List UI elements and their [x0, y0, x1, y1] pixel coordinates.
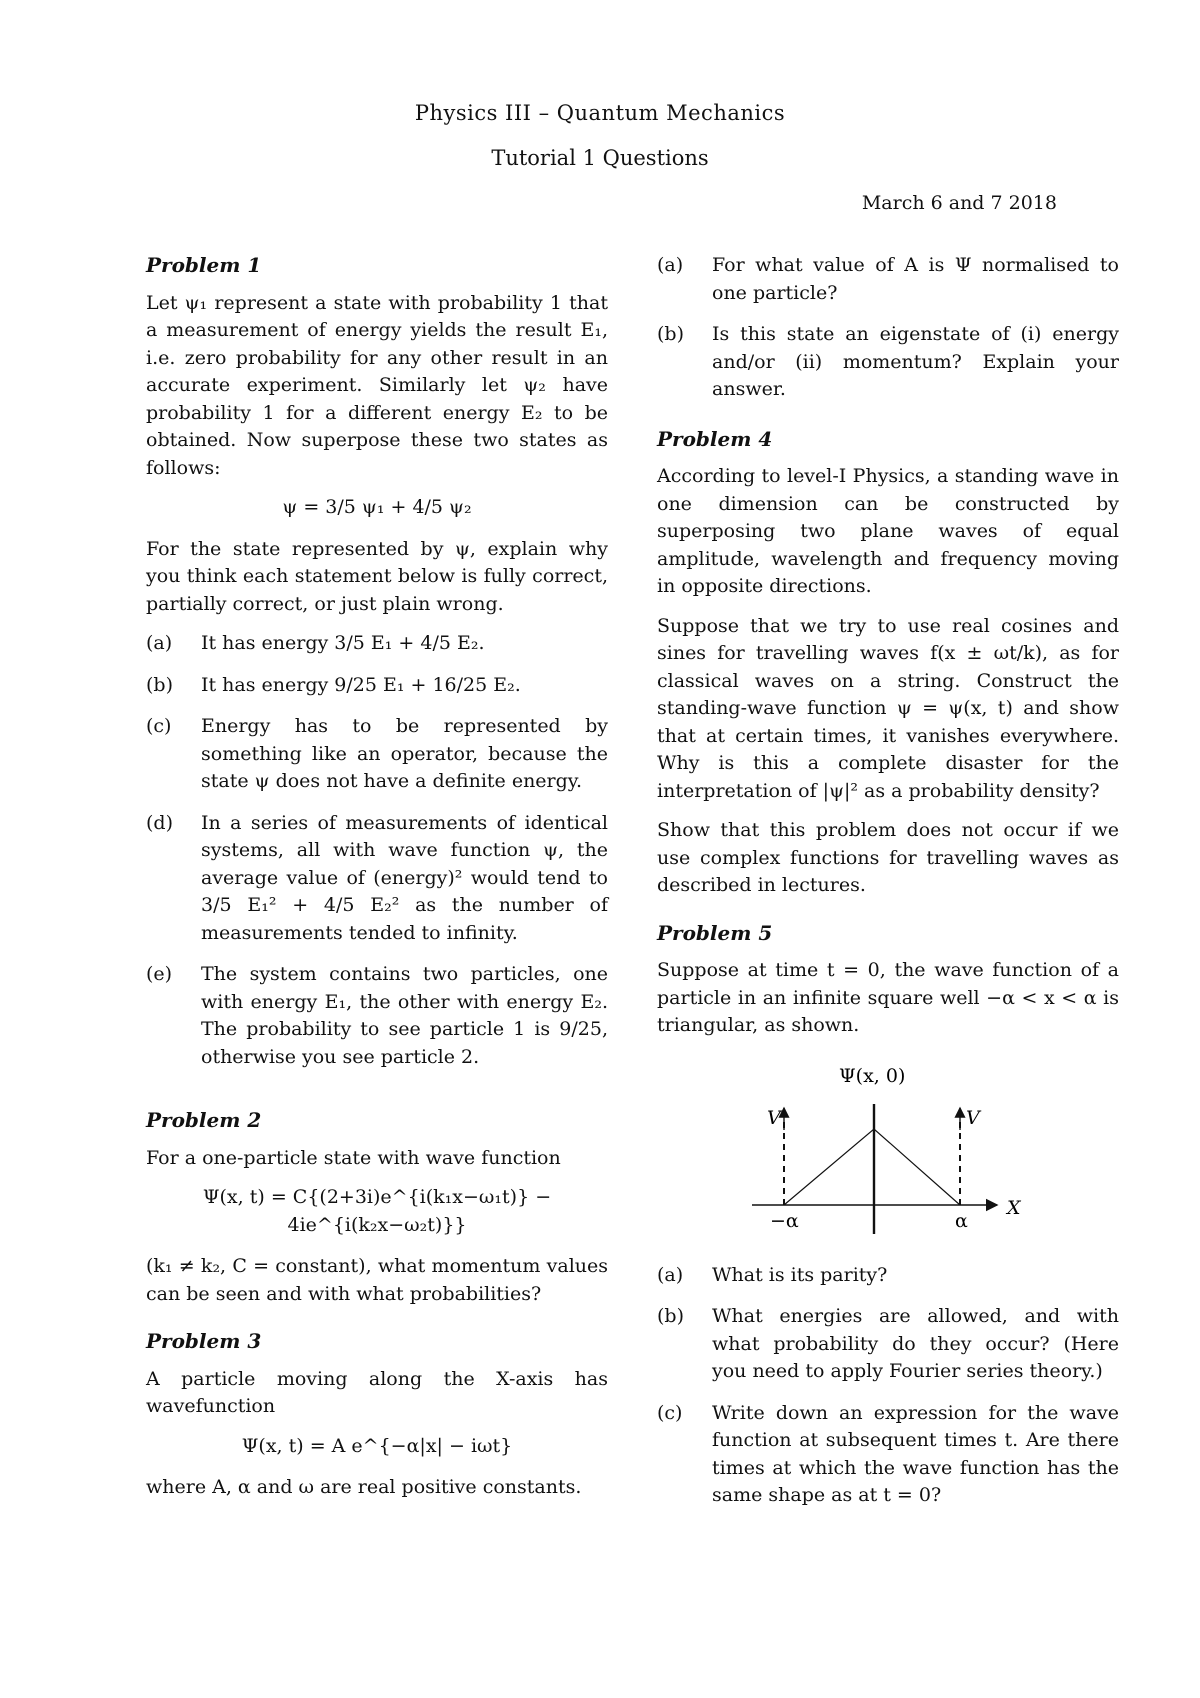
right-tick-label: α — [955, 1209, 968, 1232]
problem-4-paragraph-1: According to level-I Physics, a standing wave in one dimension can be constructed by superposing two plane waves of equal amplitude, wavelength and frequency moving in opposite directions. — [657, 465, 1119, 597]
problem-1-item-e — [146, 961, 608, 1071]
problem-1-item-c — [146, 713, 608, 796]
problem-1-item-d — [146, 810, 608, 948]
problem-2-heading: Problem 2 — [146, 1108, 262, 1132]
item-text: Energy has to be represented by something like an operator, because the state ψ does not have a definite energy. — [201, 715, 608, 792]
item-label: (e) — [146, 963, 173, 985]
problem-2-equation: Ψ(x, t) = C{(2+3i)e^{i(k₁x−ω₁t)} − 4ie^{i(k₂x−ω₂t)}} — [202, 1186, 552, 1236]
problem-3-after: where A, α and ω are real positive constants. — [146, 1476, 582, 1498]
item-label: (c) — [657, 1401, 683, 1424]
item-text: What energies are allowed, and with what probability do they occur? (Here you need to apply Fourier series theory.) — [712, 1305, 1119, 1382]
problem-3-heading: Problem 3 — [146, 1329, 262, 1353]
figure-ylabel: Ψ(x, 0) — [839, 1064, 906, 1087]
right-wall-label: V — [966, 1106, 980, 1129]
item-label: (a) — [657, 1263, 684, 1286]
document-title: Physics III – Quantum Mechanics — [414, 101, 786, 125]
item-text: Write down an expression for the wave function at subsequent times t. Are there times at which the wave function has the same shape as at t = 0? — [712, 1401, 1119, 1506]
item-text: It has energy 9/25 E₁ + 16/25 E₂. — [201, 673, 521, 696]
problem-3-equation: Ψ(x, t) = A e^{−α|x| − iωt} — [241, 1434, 513, 1457]
problem-3-item-a — [657, 252, 1119, 307]
item-text: For what value of A is Ψ normalised to one particle? — [712, 254, 1119, 304]
document-subtitle: Tutorial 1 Questions — [491, 146, 709, 170]
problem-1-equation: ψ = 3/5 ψ₁ + 4/5 ψ₂ — [282, 496, 472, 518]
problem-2-intro: For a one-particle state with wave function — [146, 1146, 561, 1169]
problem-1-item-a — [146, 630, 608, 658]
item-text: In a series of measurements of identical systems, all with wave function ψ, the average value of (energy)² would tend to 3/5 E₁² + 4/5 E₂² as the number of measurements tended to infinity. — [201, 811, 608, 944]
item-label: (c) — [146, 715, 172, 737]
problem-4-heading: Problem 4 — [657, 426, 773, 451]
problem-1-item-b — [146, 672, 608, 700]
problem-3-intro: A particle moving along the X-axis has wavefunction — [146, 1367, 608, 1417]
problem-2-question: (k₁ ≠ k₂, C = constant), what momentum values can be seen and with what probabilities? — [146, 1255, 608, 1305]
problem-1-intro: Let ψ₁ represent a state with probability 1 that a measurement of energy yields the result E₁, i.e. zero probability for any other result in an accurate experiment. Similarly let ψ₂ have probability 1 for a different energy E₂ to be obtained. Now superpose these two states as follows: — [146, 291, 608, 479]
item-label: (a) — [146, 632, 173, 654]
figure-xlabel: X — [1007, 1196, 1021, 1219]
item-label: (d) — [146, 811, 173, 834]
item-text: Is this state an eigenstate of (i) energy and/or (ii) momentum? Explain your answer. — [712, 323, 1119, 400]
document-date: March 6 and 7 2018 — [861, 192, 1057, 214]
item-text: What is its parity? — [712, 1263, 888, 1286]
left-column — [146, 252, 608, 1514]
problem-5-item-c — [657, 1400, 1119, 1510]
triangular-wavefunction-line — [784, 1129, 960, 1205]
item-label: (a) — [657, 254, 684, 276]
item-text: The system contains two particles, one with energy E₁, the other with energy E₂. The probability to see particle 1 is 9/25, otherwise you see particle 2. — [201, 963, 608, 1068]
problem-5-heading: Problem 5 — [657, 920, 773, 945]
problem-5-intro: Suppose at time t = 0, the wave function of a particle in an infinite square well −α < x < α is triangular, as shown. — [657, 959, 1119, 1036]
wavefunction-diagram — [657, 1052, 1119, 1252]
problem-4-paragraph-3: Show that this problem does not occur if we use complex functions for travelling waves as described in lectures. — [657, 819, 1119, 896]
triangular-wavefunction-figure — [657, 1052, 1119, 1252]
left-tick-label: −α — [770, 1209, 799, 1232]
problem-1-question: For the state represented by ψ, explain why you think each statement below is fully correct, partially correct, or just plain wrong. — [146, 537, 608, 615]
problem-4-paragraph-2: Suppose that we try to use real cosines and sines for travelling waves f(x ± ωt/k), as for classical waves on a string. Construct the standing-wave function ψ = ψ(x, t) and show that at certain times, it vanishes everywhere. Why is this a complete disaster for the interpretation of |ψ|² as a probability density? — [657, 614, 1119, 802]
problem-3-item-b — [657, 321, 1119, 404]
left-wall-label: V — [767, 1106, 781, 1129]
problem-5-item-a — [657, 1262, 1119, 1290]
item-label: (b) — [146, 673, 173, 696]
problem-5-item-b — [657, 1303, 1119, 1386]
item-label: (b) — [657, 323, 684, 345]
item-label: (b) — [657, 1305, 684, 1327]
right-column — [657, 252, 1119, 1524]
problem-1-heading: Problem 1 — [146, 253, 262, 277]
item-text: It has energy 3/5 E₁ + 4/5 E₂. — [201, 632, 485, 654]
